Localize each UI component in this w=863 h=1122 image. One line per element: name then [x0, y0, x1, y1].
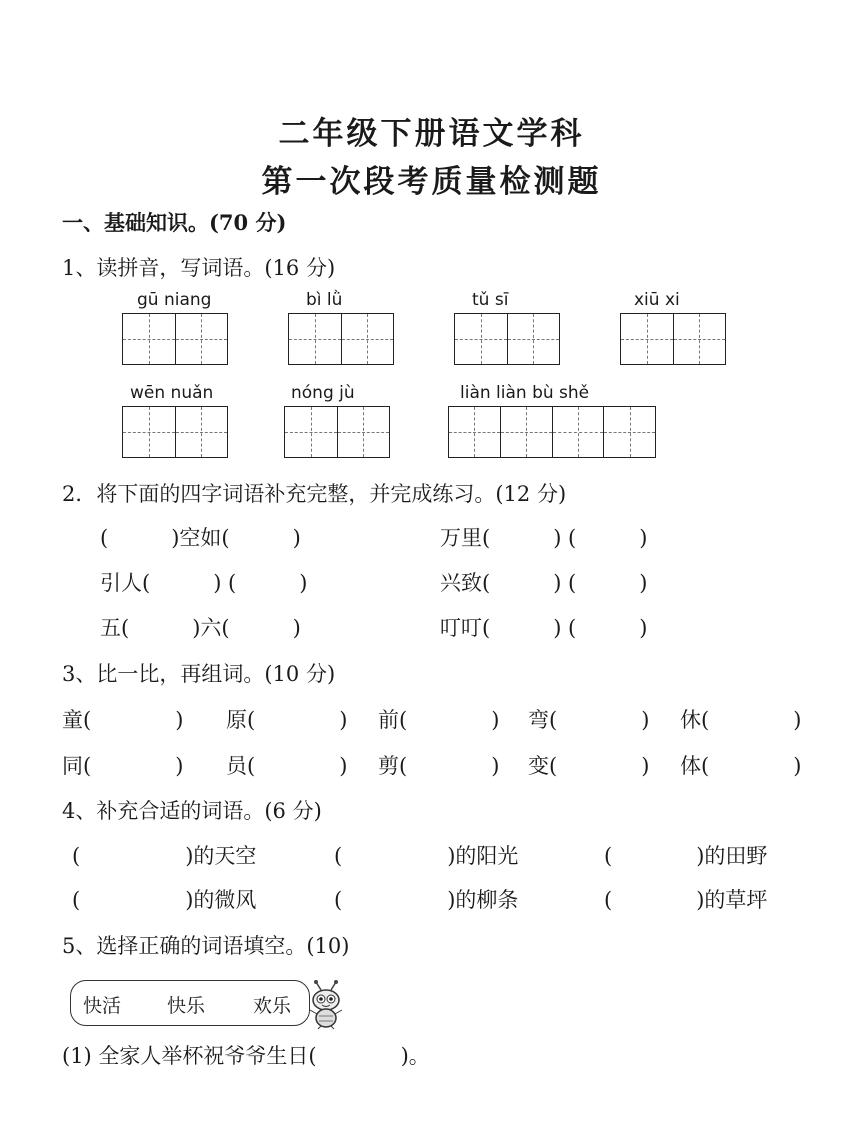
writing-grid[interactable] [454, 313, 560, 365]
compare-blank[interactable]: 同( ) [62, 754, 184, 778]
pinyin-label: wēn nuǎn [130, 383, 214, 403]
pinyin-label: tǔ sī [472, 290, 509, 310]
pinyin-label: bì lǜ [306, 290, 343, 310]
question-2-heading: 2．将下面的四字词语补充完整，并完成练习。(12 分) [62, 482, 567, 506]
word-choice: 快乐 [167, 995, 206, 1017]
compare-blank[interactable]: 变( ) [528, 754, 650, 778]
question-5-heading: 5、选择正确的词语填空。(10) [62, 934, 350, 958]
cartoon-bug-icon [305, 980, 349, 1030]
phrase-blank[interactable]: ( )的柳条 [334, 888, 519, 912]
idiom-blank[interactable]: 叮叮( ) ( ) [440, 616, 648, 640]
compare-blank[interactable]: 原( ) [226, 708, 348, 732]
question-4-heading: 4、补充合适的词语。(6 分) [62, 799, 322, 823]
compare-blank[interactable]: 员( ) [226, 754, 348, 778]
page-title-line1: 二年级下册语文学科 [278, 116, 585, 152]
idiom-blank[interactable]: 引人( ) ( ) [100, 571, 308, 595]
question-3-heading: 3、比一比，再组词。(10 分) [62, 662, 336, 686]
compare-blank[interactable]: 体( ) [680, 754, 802, 778]
phrase-blank[interactable]: ( )的阳光 [334, 844, 519, 868]
idiom-blank[interactable]: ( )空如( ) [100, 526, 301, 550]
pinyin-label: gū niang [137, 290, 212, 310]
phrase-blank[interactable]: ( )的微风 [72, 888, 257, 912]
fill-in-sentence[interactable]: (1) 全家人举杯祝爷爷生日( )。 [62, 1044, 430, 1068]
section-heading: 一、基础知识。(70 分) [62, 210, 287, 235]
compare-blank[interactable]: 剪( ) [378, 754, 500, 778]
pinyin-label: xiū xi [634, 290, 680, 310]
phrase-blank[interactable]: ( )的草坪 [604, 888, 768, 912]
question-1-heading: 1、读拼音，写词语。(16 分) [62, 256, 336, 280]
compare-blank[interactable]: 休( ) [680, 708, 802, 732]
idiom-blank[interactable]: 兴致( ) ( ) [440, 571, 648, 595]
compare-blank[interactable]: 童( ) [62, 708, 184, 732]
compare-blank[interactable]: 弯( ) [528, 708, 650, 732]
writing-grid[interactable] [122, 406, 228, 458]
writing-grid[interactable] [288, 313, 394, 365]
compare-blank[interactable]: 前( ) [378, 708, 500, 732]
page-title-line2: 第一次段考质量检测题 [261, 164, 602, 200]
word-choice: 快活 [83, 995, 122, 1017]
pinyin-label: nóng jù [291, 383, 355, 403]
writing-grid[interactable] [122, 313, 228, 365]
idiom-blank[interactable]: 五( )六( ) [100, 616, 301, 640]
word-choice: 欢乐 [253, 995, 292, 1017]
phrase-blank[interactable]: ( )的天空 [72, 844, 257, 868]
pinyin-label: liàn liàn bù shě [460, 383, 590, 403]
writing-grid[interactable] [284, 406, 390, 458]
writing-grid[interactable] [620, 313, 726, 365]
writing-grid[interactable] [448, 406, 656, 458]
idiom-blank[interactable]: 万里( ) ( ) [440, 526, 648, 550]
word-choice-box [70, 980, 310, 1026]
phrase-blank[interactable]: ( )的田野 [604, 844, 768, 868]
